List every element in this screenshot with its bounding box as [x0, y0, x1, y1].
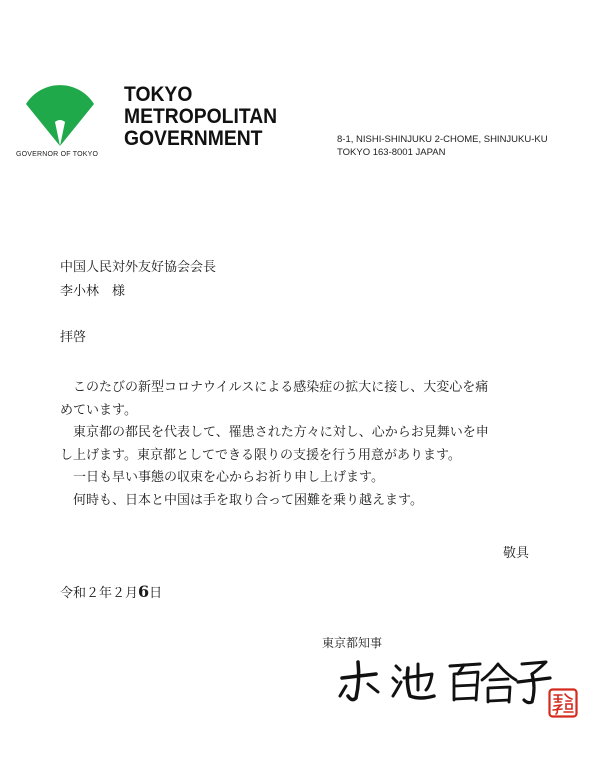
- date-suffix: 日: [149, 586, 163, 601]
- date-day: 6: [138, 582, 150, 601]
- salutation: 拝啓: [60, 330, 87, 345]
- letter-date: [60, 582, 162, 601]
- body-line: 一日も早い事態の収束を心からお祈り申し上げます。: [60, 470, 384, 485]
- body-line: めています。: [60, 402, 137, 418]
- handwritten-signature: [338, 656, 553, 706]
- letter-body: [60, 377, 489, 512]
- org-name-line-1: TOKYO: [124, 83, 193, 106]
- address-line-2: TOKYO 163-8001 JAPAN: [337, 147, 446, 158]
- address-block: [337, 133, 548, 159]
- signer-title: 東京都知事: [322, 636, 383, 650]
- logo-caption: GOVERNOR OF TOKYO: [16, 151, 99, 158]
- recipient-organization: 中国人民対外友好協会会長: [60, 260, 217, 275]
- body-line: 東京都の都民を代表して、罹患された方々に対し、心からお見舞いを申: [60, 425, 489, 440]
- body-line: し上げます。東京都としてできる限りの支援を行う用意があります。: [60, 447, 461, 463]
- ginkgo-leaf-icon: [22, 78, 98, 148]
- recipient-name: 李小林 様: [60, 284, 126, 299]
- org-name-line-3: GOVERNMENT: [124, 127, 263, 150]
- body-line: 何時も、日本と中国は手を取り合って困難を乗り越えます。: [60, 492, 423, 508]
- address-line-1: 8-1, NISHI-SHINJUKU 2-CHOME, SHINJUKU-KU: [337, 134, 548, 145]
- closing: 敬具: [503, 546, 530, 561]
- body-line: このたびの新型コロナウイルスによる感染症の拡大に接し、大変心を痛: [60, 380, 489, 395]
- organization-name: [124, 84, 290, 150]
- date-prefix: 令和２年２月: [60, 586, 139, 601]
- red-seal-icon: [548, 688, 578, 718]
- org-name-line-2: METROPOLITAN: [124, 105, 278, 128]
